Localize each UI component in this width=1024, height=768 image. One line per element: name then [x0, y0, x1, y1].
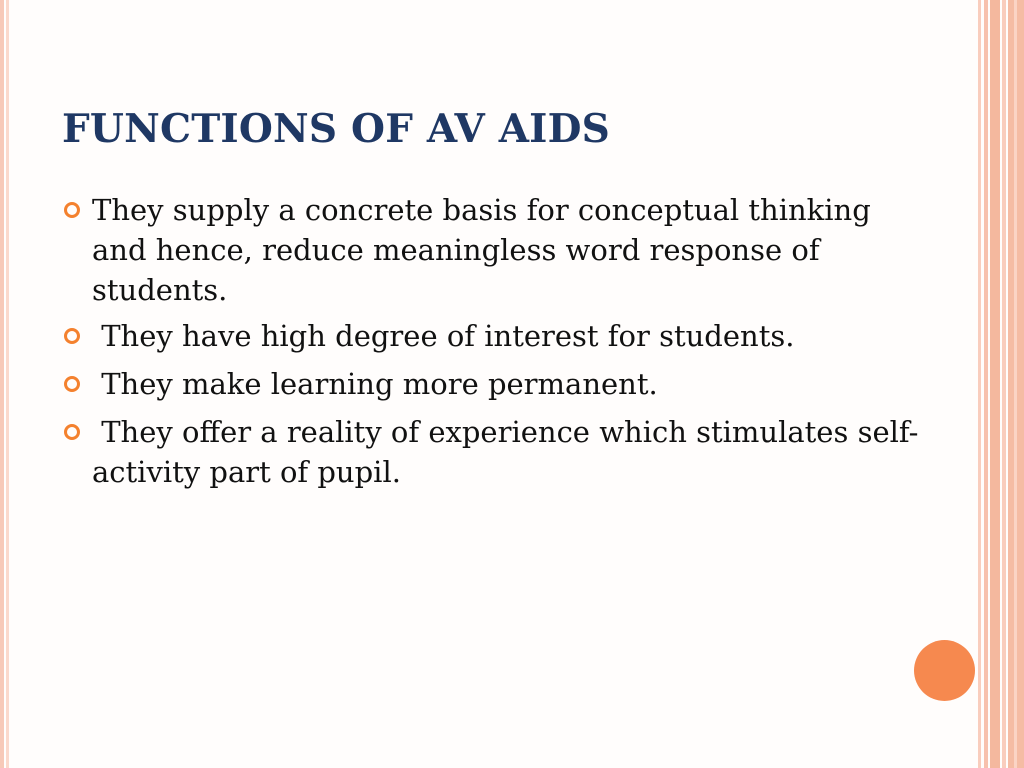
circle-bullet-icon — [64, 202, 80, 218]
right-border-stripe — [984, 0, 988, 768]
circle-bullet-icon — [64, 424, 80, 440]
bullet-list — [64, 190, 924, 500]
right-border-stripe — [990, 0, 1000, 768]
bullet-item — [64, 364, 924, 404]
bullet-item — [64, 316, 924, 356]
bullet-text: They have high degree of interest for students. — [92, 319, 795, 353]
circle-bullet-icon — [64, 328, 80, 344]
left-border-stripe — [6, 0, 9, 768]
right-border-stripe — [978, 0, 981, 768]
bullet-text: They supply a concrete basis for conceptual thinking and hence, reduce meaningless word response of students. — [92, 193, 871, 307]
bullet-text: They offer a reality of experience which stimulates self-activity part of pupil. — [92, 415, 919, 489]
slide-title: FUNCTIONS OF AV AIDS — [62, 106, 611, 152]
bullet-item — [64, 412, 924, 492]
circle-bullet-icon — [64, 376, 80, 392]
bullet-item — [64, 190, 924, 310]
bullet-text: They make learning more permanent. — [92, 367, 658, 401]
left-border-stripe — [0, 0, 4, 768]
decorative-circle — [914, 640, 975, 701]
right-border-stripe — [1002, 0, 1006, 768]
right-border-stripe — [1014, 0, 1017, 768]
